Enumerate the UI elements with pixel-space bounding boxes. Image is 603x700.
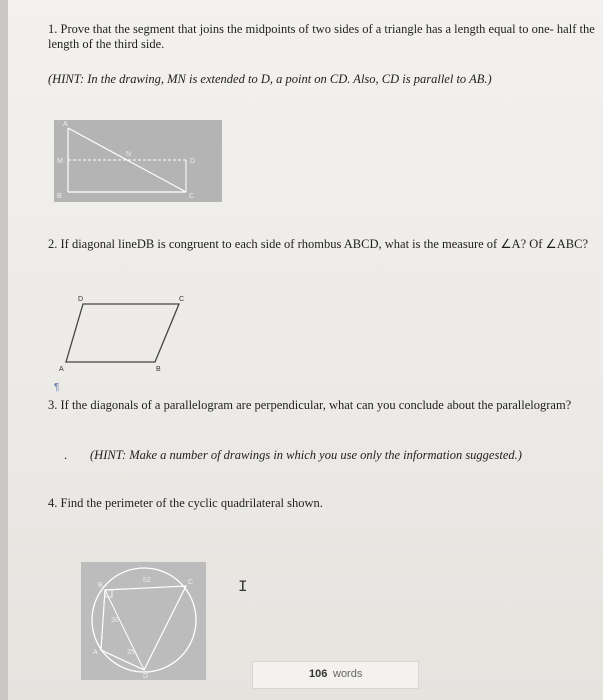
fig2-label-a: A: [59, 366, 64, 373]
fig4-label-a: A: [93, 649, 98, 656]
fig4-label-b: B: [98, 582, 103, 589]
fig1-label-d: D: [190, 158, 196, 165]
rhombus-figure: [52, 292, 192, 374]
fig4-label-bottom: 25: [127, 649, 135, 656]
question-1-text: 1. Prove that the segment that joins the midpoints of two sides of a triangle has a length equal to one- half the length of the third side.: [48, 22, 595, 51]
triangle-midpoint-figure: [54, 120, 222, 202]
fig4-label-d: D: [143, 673, 149, 680]
fig2-label-d: D: [78, 296, 84, 303]
word-count-box[interactable]: [252, 661, 419, 689]
document-page: [8, 0, 603, 700]
fig4-label-c: C: [188, 579, 194, 586]
question-3-text: 3. If the diagonals of a parallelogram are perpendicular, what can you conclude about the parallelogram?: [48, 398, 572, 412]
fig1-label-c: C: [189, 193, 195, 200]
fig1-label-n: N: [126, 151, 132, 158]
fig4-label-side: 30: [111, 617, 119, 624]
question-4-text: 4. Find the perimeter of the cyclic quadrilateral shown.: [48, 496, 323, 510]
fig1-label-m: M: [57, 158, 63, 165]
fig2-label-b: B: [156, 366, 161, 373]
cyclic-quadrilateral-figure: [81, 562, 206, 680]
question-3-bullet: .: [64, 448, 68, 462]
word-count-number: 106: [309, 668, 328, 680]
text-cursor-icon: I: [238, 578, 248, 596]
fig1-label-b: B: [57, 193, 62, 200]
fig2-label-c: C: [179, 296, 185, 303]
paragraph-mark: ¶: [54, 382, 60, 393]
word-count-label: words: [333, 668, 363, 680]
question-3-hint: (HINT: Make a number of drawings in which you use only the information suggested.): [90, 448, 522, 462]
question-2-text: 2. If diagonal lineDB is congruent to each side of rhombus ABCD, what is the measure of ∠A? Of ∠ABC?: [48, 237, 589, 251]
fig1-label-a: A: [63, 121, 68, 128]
question-1-hint: (HINT: In the drawing, MN is extended to D, a point on CD. Also, CD is parallel to AB.): [48, 72, 492, 86]
fig4-label-top: 52: [143, 577, 151, 584]
